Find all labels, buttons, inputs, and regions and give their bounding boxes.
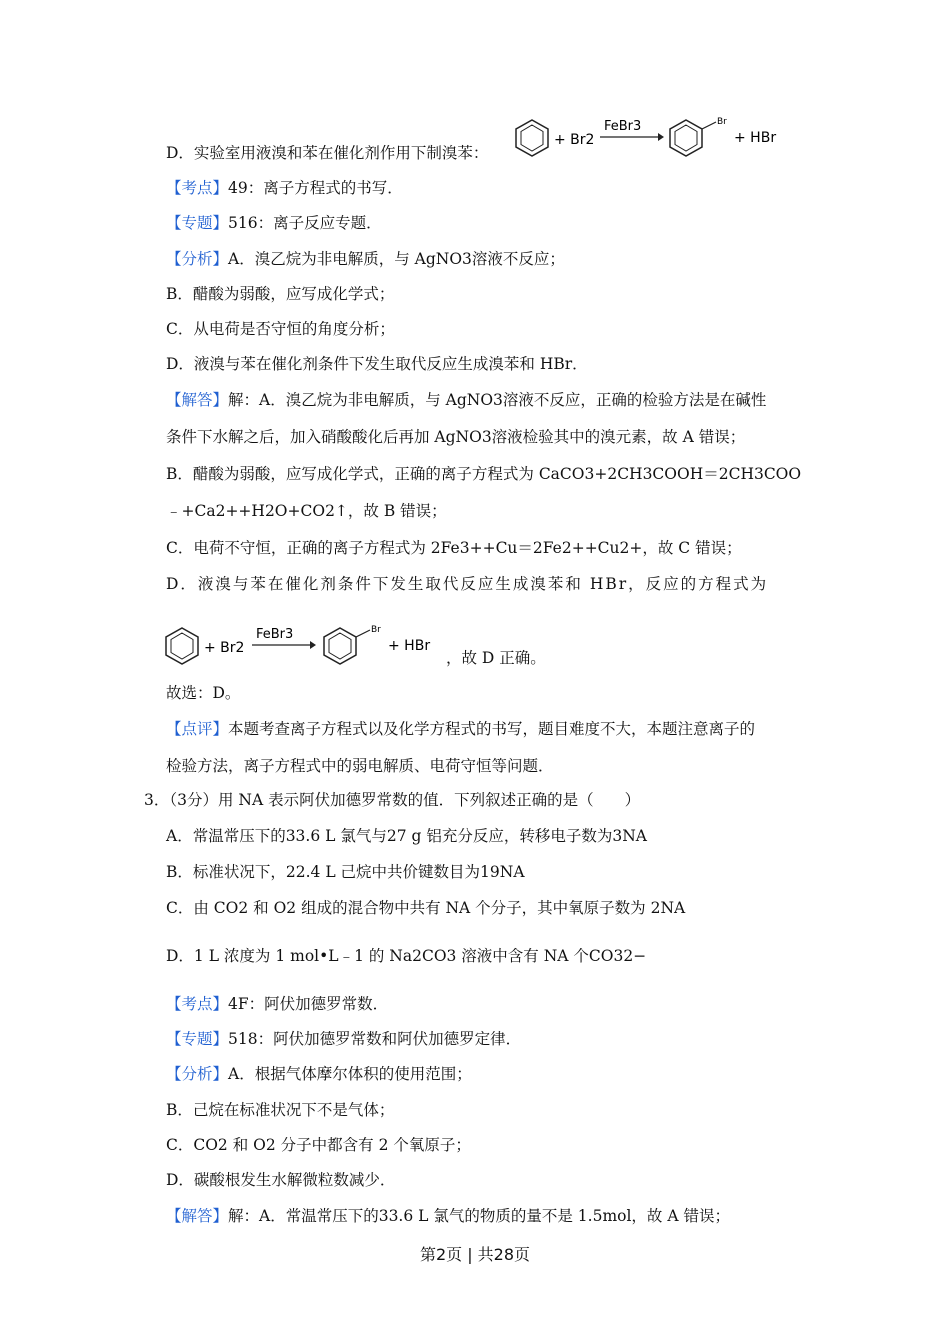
reaction-scheme-1 — [512, 112, 792, 162]
q2-jieda-4: ﹣+Ca2++H2O+CO2↑，故 B 错误； — [166, 502, 447, 520]
catalyst-text: FeBr3 — [604, 119, 642, 134]
q3-fenxi-a: 【分析】A．根据气体摩尔体积的使用范围； — [166, 1065, 472, 1083]
q3-fenxi-b: B．己烷在标准状况下不是气体； — [166, 1101, 395, 1119]
q2-jieda-1: 【解答】解：A．溴乙烷为非电解质，与 AgNO3溶液不反应，正确的检验方法是在碱性 — [166, 391, 767, 409]
q2-jieda-5: C．电荷不守恒，正确的离子方程式为 2Fe3++Cu＝2Fe2++Cu2+，故 C 错误； — [166, 539, 742, 557]
q2-fenxi-c: C．从电荷是否守恒的角度分析； — [166, 320, 395, 338]
q2-jieda-6: D．液溴与苯在催化剂条件下发生取代反应生成溴苯和 HBr，反应的方程式为 — [166, 575, 769, 593]
q3-option-b: B．标准状况下，22.4 L 己烷中共价键数目为19NA — [166, 863, 525, 881]
q2-jieda-2: 条件下水解之后，加入硝酸酸化后再加 AgNO3溶液检验其中的溴元素，故 A 错误； — [166, 428, 746, 446]
reagent-text: + Br2 — [554, 132, 595, 148]
byproduct-text-2: + HBr — [388, 638, 431, 654]
q3-kaodian: 【考点】4F：阿伏加德罗常数． — [166, 995, 389, 1013]
q3-option-a: A．常温常压下的33.6 L 氯气与27 g 铝充分反应，转移电子数为3NA — [166, 827, 647, 845]
q2-dianping-1: 【点评】本题考查离子方程式以及化学方程式的书写，题目难度不大，本题注意离子的 — [166, 720, 756, 738]
q3-zhuanti: 【专题】518：阿伏加德罗常数和阿伏加德罗定律． — [166, 1030, 522, 1048]
q2-zhuanti: 【专题】516：离子反应专题． — [166, 214, 382, 232]
q3-fenxi-c: C．CO2 和 O2 分子中都含有 2 个氧原子； — [166, 1136, 471, 1154]
reagent-text-2: + Br2 — [204, 640, 245, 656]
q2-jieda-conclusion: ，故 D 正确。 — [446, 649, 546, 667]
q2-fenxi-a: 【分析】A．溴乙烷为非电解质，与 AgNO3溶液不反应； — [166, 250, 565, 268]
q2-fenxi-b: B．醋酸为弱酸，应写成化学式； — [166, 285, 395, 303]
q3-option-d: D．1 L 浓度为 1 mol•L﹣1 的 Na2CO3 溶液中含有 NA 个CO32− — [166, 947, 647, 965]
catalyst-text-2: FeBr3 — [256, 627, 294, 642]
q2-option-d: D．实验室用液溴和苯在催化剂作用下制溴苯： — [166, 144, 489, 162]
q3-option-c: C．由 CO2 和 O2 组成的混合物中共有 NA 个分子，其中氧原子数为 2NA — [166, 899, 686, 917]
q2-fenxi-d: D．液溴与苯在催化剂条件下发生取代反应生成溴苯和 HBr． — [166, 355, 588, 373]
q2-choice: 故选：D。 — [166, 684, 241, 702]
q2-jieda-3: B．醋酸为弱酸，应写成化学式，正确的离子方程式为 CaCO3+2CH3COOH＝2CH3COO — [166, 465, 802, 483]
product-sub-text-2: Br — [371, 625, 381, 635]
product-sub-text: Br — [717, 117, 727, 127]
q3-fenxi-d: D．碳酸根发生水解微粒数减少． — [166, 1171, 396, 1189]
page-footer: 第2页 | 共28页 — [419, 1245, 531, 1264]
q3-stem: 3．（3分）用 NA 表示阿伏加德罗常数的值．下列叙述正确的是（ ） — [144, 791, 641, 809]
q2-kaodian: 【考点】49：离子方程式的书写． — [166, 179, 403, 197]
q3-jieda: 【解答】解：A．常温常压下的33.6 L 氯气的物质的量不是 1.5mol，故 A 错误； — [166, 1207, 730, 1225]
q2-dianping-2: 检验方法，离子方程式中的弱电解质、电荷守恒等问题． — [166, 757, 554, 775]
byproduct-text: + HBr — [734, 130, 777, 146]
reaction-scheme-2 — [162, 620, 442, 670]
